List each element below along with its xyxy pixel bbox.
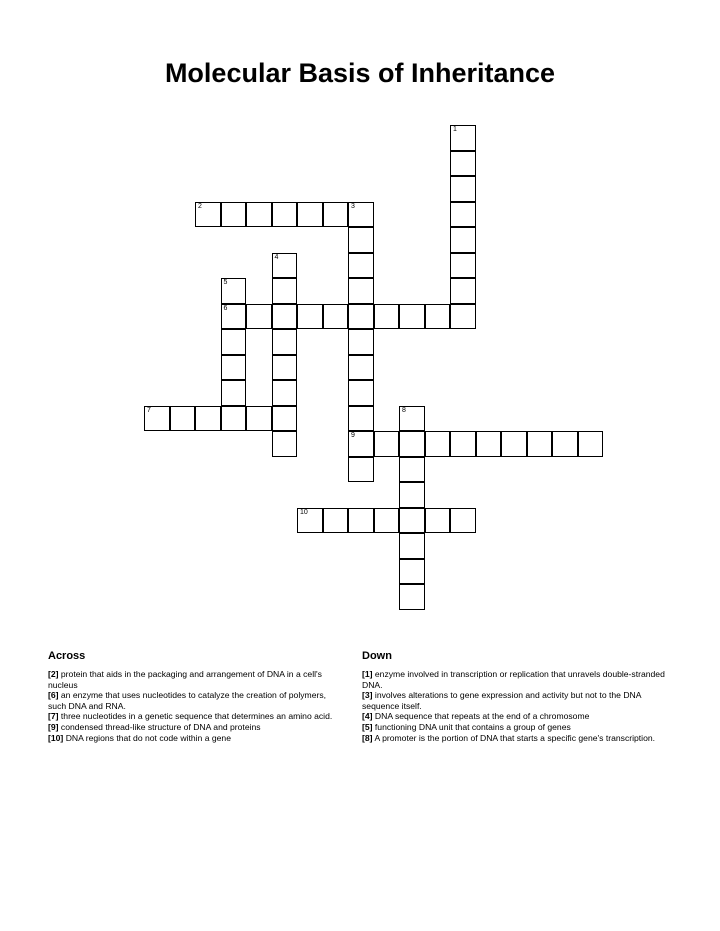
clue-number: [5]	[362, 721, 373, 732]
clue-number: [6]	[48, 690, 59, 701]
cell-number: 1	[453, 126, 457, 133]
crossword-cell[interactable]	[399, 584, 425, 610]
crossword-cell[interactable]	[246, 304, 272, 330]
crossword-cell[interactable]	[450, 227, 476, 253]
crossword-cell[interactable]	[272, 355, 298, 381]
crossword-cell[interactable]	[348, 278, 374, 304]
clue-text: DNA regions that do not code within a gene	[65, 732, 231, 743]
crossword-cell[interactable]	[374, 304, 400, 330]
crossword-cell[interactable]	[450, 304, 476, 330]
crossword-cell[interactable]	[527, 431, 553, 457]
cell-number: 3	[351, 202, 355, 210]
crossword-cell[interactable]	[450, 508, 476, 534]
crossword-cell[interactable]	[399, 431, 425, 457]
crossword-cell[interactable]	[348, 457, 374, 483]
crossword-cell[interactable]	[348, 253, 374, 279]
clue-across	[48, 733, 340, 744]
cell-number: 7	[147, 406, 151, 414]
crossword-cell[interactable]	[272, 380, 298, 406]
crossword-cell[interactable]	[170, 406, 196, 432]
clue-number: [9]	[48, 721, 59, 732]
crossword-cell[interactable]	[399, 482, 425, 508]
crossword-cell[interactable]	[323, 508, 349, 534]
clue-text: enzyme involved in transcription or replication that unravels double-stranded DNA.	[362, 669, 665, 690]
crossword-cell[interactable]	[348, 227, 374, 253]
clue-text: functioning DNA unit that contains a group of genes	[374, 721, 571, 732]
crossword-cell[interactable]	[348, 380, 374, 406]
crossword-cell[interactable]	[246, 202, 272, 228]
crossword-cell[interactable]	[348, 508, 374, 534]
clue-across	[48, 711, 340, 722]
crossword-cell[interactable]	[246, 406, 272, 432]
crossword-cell[interactable]	[399, 533, 425, 559]
crossword-cell[interactable]	[450, 176, 476, 202]
crossword-cell[interactable]	[195, 202, 221, 228]
crossword-cell[interactable]	[221, 304, 247, 330]
across-clues	[48, 650, 340, 743]
crossword-cell[interactable]	[501, 431, 527, 457]
crossword-cell[interactable]	[399, 406, 425, 432]
clue-text: protein that aids in the packaging and arrangement of DNA in a cell's nucleus	[48, 669, 322, 690]
across-heading: Across	[48, 650, 86, 662]
crossword-cell[interactable]	[476, 431, 502, 457]
down-heading: Down	[362, 650, 392, 662]
crossword-cell[interactable]	[221, 329, 247, 355]
clue-text: condensed thread-like structure of DNA and proteins	[60, 721, 261, 732]
crossword-cell[interactable]	[272, 406, 298, 432]
crossword-cell[interactable]	[348, 355, 374, 381]
crossword-cell[interactable]	[348, 202, 374, 228]
clue-down	[362, 722, 672, 733]
clue-across	[48, 690, 340, 711]
crossword-cell[interactable]	[221, 278, 247, 304]
crossword-cell[interactable]	[221, 380, 247, 406]
clue-text: three nucleotides in a genetic sequence that determines an amino acid.	[60, 711, 333, 722]
clue-text: an enzyme that uses nucleotides to catalyze the creation of polymers, such DNA and RNA.	[48, 690, 327, 711]
crossword-cell[interactable]	[450, 125, 476, 151]
clue-number: [1]	[362, 669, 373, 679]
clue-text: A promoter is the portion of DNA that starts a specific gene's transcription.	[374, 732, 656, 743]
crossword-cell[interactable]	[425, 304, 451, 330]
cell-number: 9	[351, 432, 355, 439]
clue-across	[48, 722, 340, 733]
crossword-cell[interactable]	[323, 202, 349, 228]
crossword-cell[interactable]	[399, 559, 425, 585]
crossword-cell[interactable]	[348, 431, 374, 457]
cell-number: 6	[223, 304, 228, 312]
clue-number: [4]	[362, 711, 373, 722]
clue-number: [7]	[48, 711, 59, 722]
crossword-cell[interactable]	[348, 329, 374, 355]
crossword-cell[interactable]	[374, 508, 400, 534]
crossword-cell[interactable]	[297, 202, 323, 228]
crossword-cell[interactable]	[450, 202, 476, 228]
crossword-cell[interactable]	[272, 304, 298, 330]
clue-down	[362, 690, 672, 711]
crossword-cell[interactable]	[399, 508, 425, 534]
crossword-cell[interactable]	[425, 508, 451, 534]
cell-number: 4	[274, 253, 279, 261]
crossword-cell[interactable]	[272, 431, 298, 457]
clue-number: [2]	[48, 669, 59, 679]
crossword-cell[interactable]	[399, 457, 425, 483]
clue-down	[362, 711, 672, 722]
crossword-cell[interactable]	[578, 431, 604, 457]
cell-number: 2	[198, 202, 202, 210]
cell-number: 8	[402, 406, 406, 414]
crossword-cell[interactable]	[272, 253, 298, 279]
crossword-cell[interactable]	[221, 406, 247, 432]
crossword-cell[interactable]	[374, 431, 400, 457]
crossword-cell[interactable]	[144, 406, 170, 432]
clue-down	[362, 733, 672, 744]
crossword-cell[interactable]	[272, 329, 298, 355]
crossword-cell[interactable]	[195, 406, 221, 432]
down-clues	[362, 650, 672, 743]
crossword-cell[interactable]	[450, 253, 476, 279]
page-title: Molecular Basis of Inheritance	[164, 58, 556, 88]
crossword-cell[interactable]	[399, 304, 425, 330]
crossword-cell[interactable]	[272, 278, 298, 304]
clue-number: [8]	[362, 732, 373, 743]
clue-text: DNA sequence that repeats at the end of a chromosome	[374, 711, 590, 722]
crossword-cell[interactable]	[221, 202, 247, 228]
cell-number: 10	[300, 508, 308, 516]
cell-number: 5	[223, 279, 228, 286]
crossword-cell[interactable]	[348, 304, 374, 330]
clue-number: [3]	[362, 690, 373, 701]
crossword-cell[interactable]	[272, 202, 298, 228]
crossword-cell[interactable]	[323, 304, 349, 330]
clue-down	[362, 669, 672, 690]
crossword-cell[interactable]	[552, 431, 578, 457]
clue-number: [10]	[48, 732, 64, 743]
crossword-cell[interactable]	[348, 406, 374, 432]
crossword-cell[interactable]	[297, 304, 323, 330]
crossword-cell[interactable]	[450, 278, 476, 304]
crossword-cell[interactable]	[450, 151, 476, 177]
clue-across	[48, 669, 340, 690]
clue-text: involves alterations to gene expression and activity but not to the DNA sequence itself.	[362, 690, 641, 711]
crossword-cell[interactable]	[221, 355, 247, 381]
crossword-cell[interactable]	[450, 431, 476, 457]
crossword-cell[interactable]	[425, 431, 451, 457]
crossword-cell[interactable]	[297, 508, 323, 534]
